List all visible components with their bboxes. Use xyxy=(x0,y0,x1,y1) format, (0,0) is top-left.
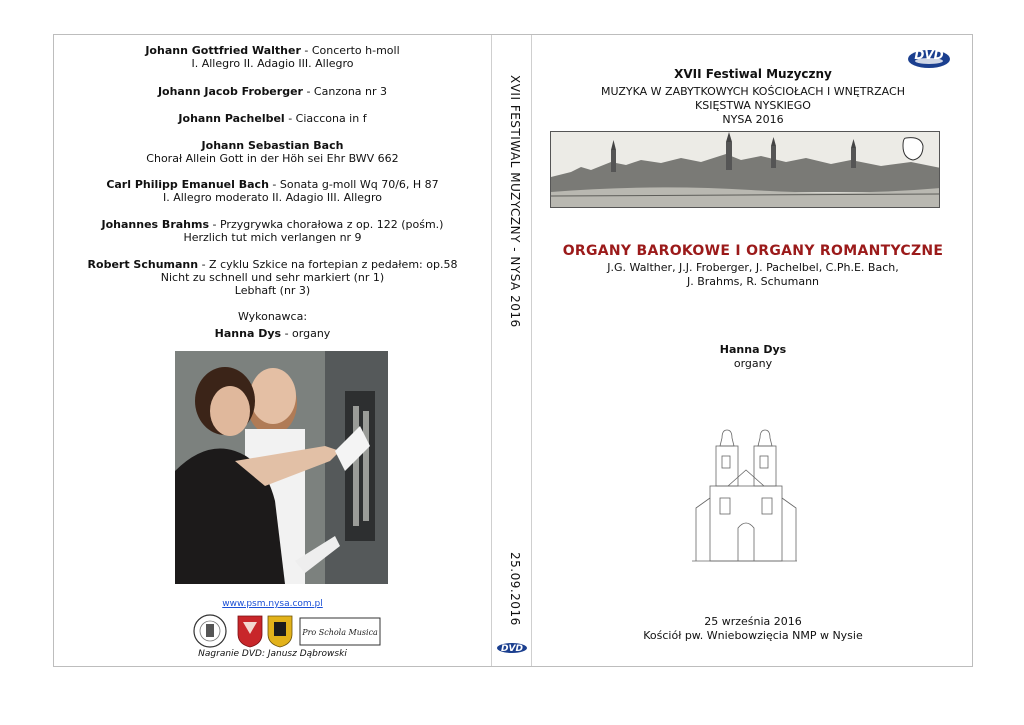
sponsor-logos xyxy=(188,612,388,648)
track-5 xyxy=(54,178,491,204)
panorama-illustration xyxy=(551,132,940,208)
recording-credit: Nagranie DVD: Janusz Dąbrowski xyxy=(198,649,347,659)
spine-dvd-text: DVD xyxy=(501,644,523,654)
festival-subtitle-line-3: NYSA 2016 xyxy=(722,113,784,126)
track-4 xyxy=(54,139,491,165)
track-sub: I. Allegro II. Adagio III. Allegro xyxy=(191,57,354,70)
festival-subtitle-line-2: KSIĘSTWA NYSKIEGO xyxy=(695,99,811,112)
track-sub-2: Lebhaft (nr 3) xyxy=(234,284,311,297)
spine-title: XVII FESTIWAL MUZYCZNY - NYSA 2016 xyxy=(508,75,522,328)
spine xyxy=(491,35,532,666)
track-3 xyxy=(54,112,491,125)
nysa-panorama-engraving xyxy=(550,131,940,208)
festival-subtitle-line-1: MUZYKA W ZABYTKOWYCH KOŚCIOŁACH I WNĘTRZACH xyxy=(601,85,905,98)
festival-title: XVII Festiwal Muzyczny xyxy=(674,67,832,81)
organist-photo-illustration xyxy=(175,351,388,584)
track-2 xyxy=(54,85,491,98)
track-composer: Johann Sebastian Bach xyxy=(201,139,344,152)
website-link[interactable]: www.psm.nysa.com.pl xyxy=(222,599,323,609)
track-title: - Z cyklu Szkice na fortepian z pedałem: op.58 xyxy=(198,258,458,271)
track-composer: Johannes Brahms xyxy=(101,218,210,231)
performer-role: - organy xyxy=(281,327,331,340)
performer-photo xyxy=(175,351,388,584)
spine-dvd-logo xyxy=(496,641,528,655)
track-sub: Herzlich tut mich verlangen nr 9 xyxy=(183,231,362,244)
composers-line-2: J. Brahms, R. Schumann xyxy=(686,275,820,288)
church-sketch xyxy=(692,428,797,568)
track-title: - Concerto h-moll xyxy=(300,44,400,57)
track-composer: Johann Gottfried Walther xyxy=(145,44,301,57)
track-title: - Canzona nr 3 xyxy=(302,85,388,98)
performer-name: Hanna Dys xyxy=(214,327,282,340)
front-cover xyxy=(532,35,974,666)
track-composer: Johann Pachelbel xyxy=(178,112,285,125)
concert-venue: Kościół pw. Wniebowzięcia NMP w Nysie xyxy=(643,629,863,642)
track-sub: Chorał Allein Gott in der Höh sei Ehr BWV 662 xyxy=(146,152,399,165)
track-sub: I. Allegro moderato II. Adagio III. Allegro xyxy=(162,191,383,204)
track-sub: Nicht zu schnell und sehr markiert (nr 1) xyxy=(160,271,385,284)
track-composer: Robert Schumann xyxy=(87,258,199,271)
track-1 xyxy=(54,44,491,70)
track-7 xyxy=(54,258,491,297)
main-title: ORGANY BAROKOWE I ORGANY ROMANTYCZNE xyxy=(562,243,944,259)
sponsor-logo-text: Pro Schola Musica xyxy=(302,628,378,637)
spine-date: 25.09.2016 xyxy=(508,552,522,626)
dvd-logo-text: DVD xyxy=(914,48,944,62)
sponsor-logos-art xyxy=(188,612,388,648)
performer-line xyxy=(54,327,491,340)
front-performer-name: Hanna Dys xyxy=(719,343,787,356)
track-composer: Johann Jacob Froberger xyxy=(157,85,303,98)
front-performer-role: organy xyxy=(733,357,773,370)
track-title: - Ciaccona in f xyxy=(284,112,367,125)
track-6 xyxy=(54,218,491,244)
track-title: - Przygrywka chorałowa z op. 122 (pośm.) xyxy=(209,218,444,231)
composers-line-1: J.G. Walther, J.J. Froberger, J. Pachelbel, C.Ph.E. Bach, xyxy=(607,261,899,274)
track-title: - Sonata g-moll Wq 70/6, H 87 xyxy=(268,178,439,191)
performer-label: Wykonawca: xyxy=(237,310,308,323)
dvd-cover-sheet xyxy=(53,34,973,667)
church-sketch-illustration xyxy=(692,428,797,568)
back-cover xyxy=(54,35,491,666)
track-composer: Carl Philipp Emanuel Bach xyxy=(106,178,269,191)
concert-date: 25 września 2016 xyxy=(704,615,802,628)
